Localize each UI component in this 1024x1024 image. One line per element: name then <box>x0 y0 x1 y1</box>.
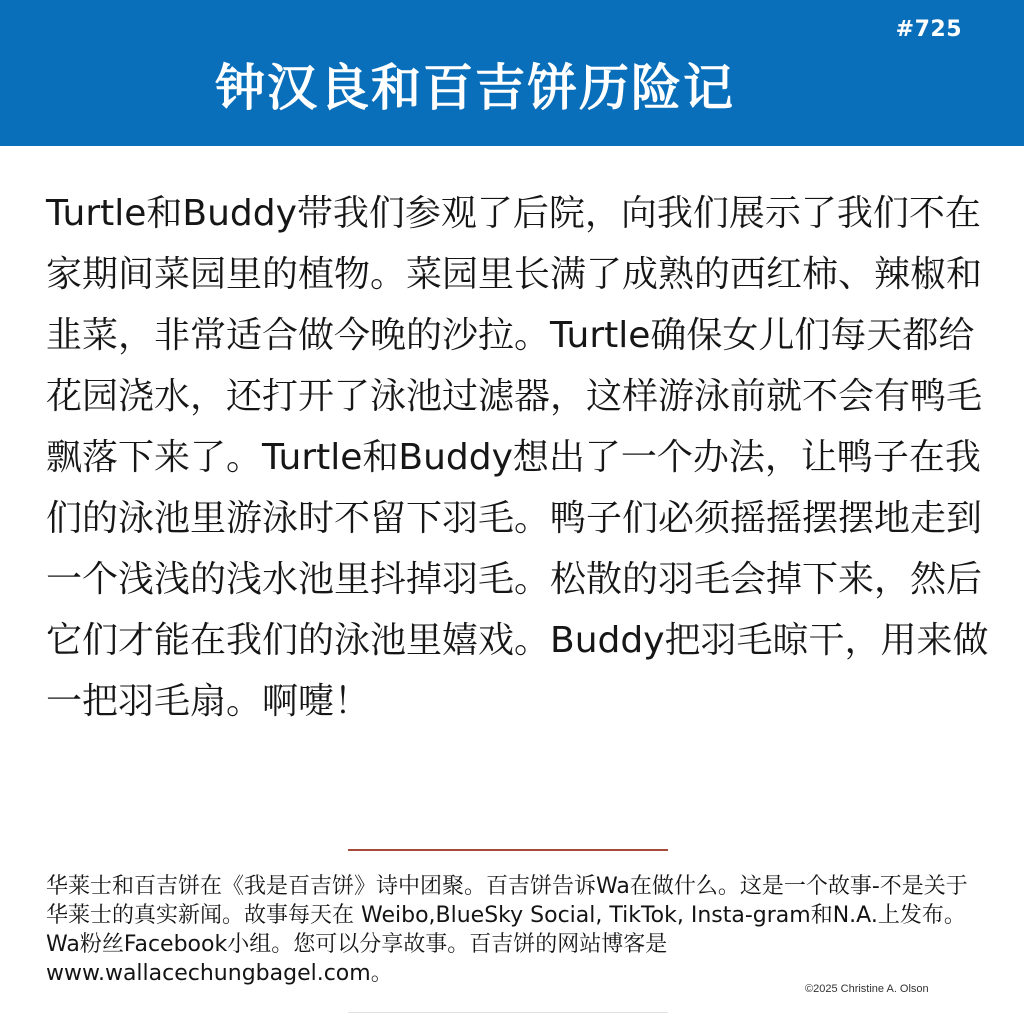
copyright-notice: ©2025 Christine A. Olson <box>805 983 929 995</box>
story-text: Turtle和Buddy带我们参观了后院，向我们展示了我们不在家期间菜园里的植物。菜园里长满了成熟的西红柿、辣椒和韭菜，非常适合做今晚的沙拉。Turtle确保女儿们每天都给花园浇水，还打开了泳池过滤器，这样游泳前就不会有鸭毛飘落下来了。Turtle和Buddy想出了一个办法，让鸭子在我们的泳池里游泳时不留下羽毛。鸭子们必须摇摇摆摆地走到一个浅浅的浅水池里抖掉羽毛。松散的羽毛会掉下来，然后它们才能在我们的泳池里嬉戏。Buddy把羽毛晾干，用来做一把羽毛扇。啊嚏！ <box>46 193 989 722</box>
bottom-divider <box>348 1012 668 1013</box>
header-banner <box>0 0 1024 146</box>
episode-number: #725 <box>895 17 962 42</box>
footer-text: 华莱士和百吉饼在《我是百吉饼》诗中团聚。百吉饼告诉Wa在做什么。这是一个故事-不是关于华莱士的真实新闻。故事每天在 Weibo,BlueSky Social, TikTok, Insta-gram和N.A.上发布。Wa粉丝Facebook小组。您可以分享故事。百吉饼的网站博客是www.wallacechungbagel.com。 <box>46 874 968 986</box>
page-title: 钟汉良和百吉饼历险记 <box>215 59 735 117</box>
footer-divider <box>348 849 668 851</box>
